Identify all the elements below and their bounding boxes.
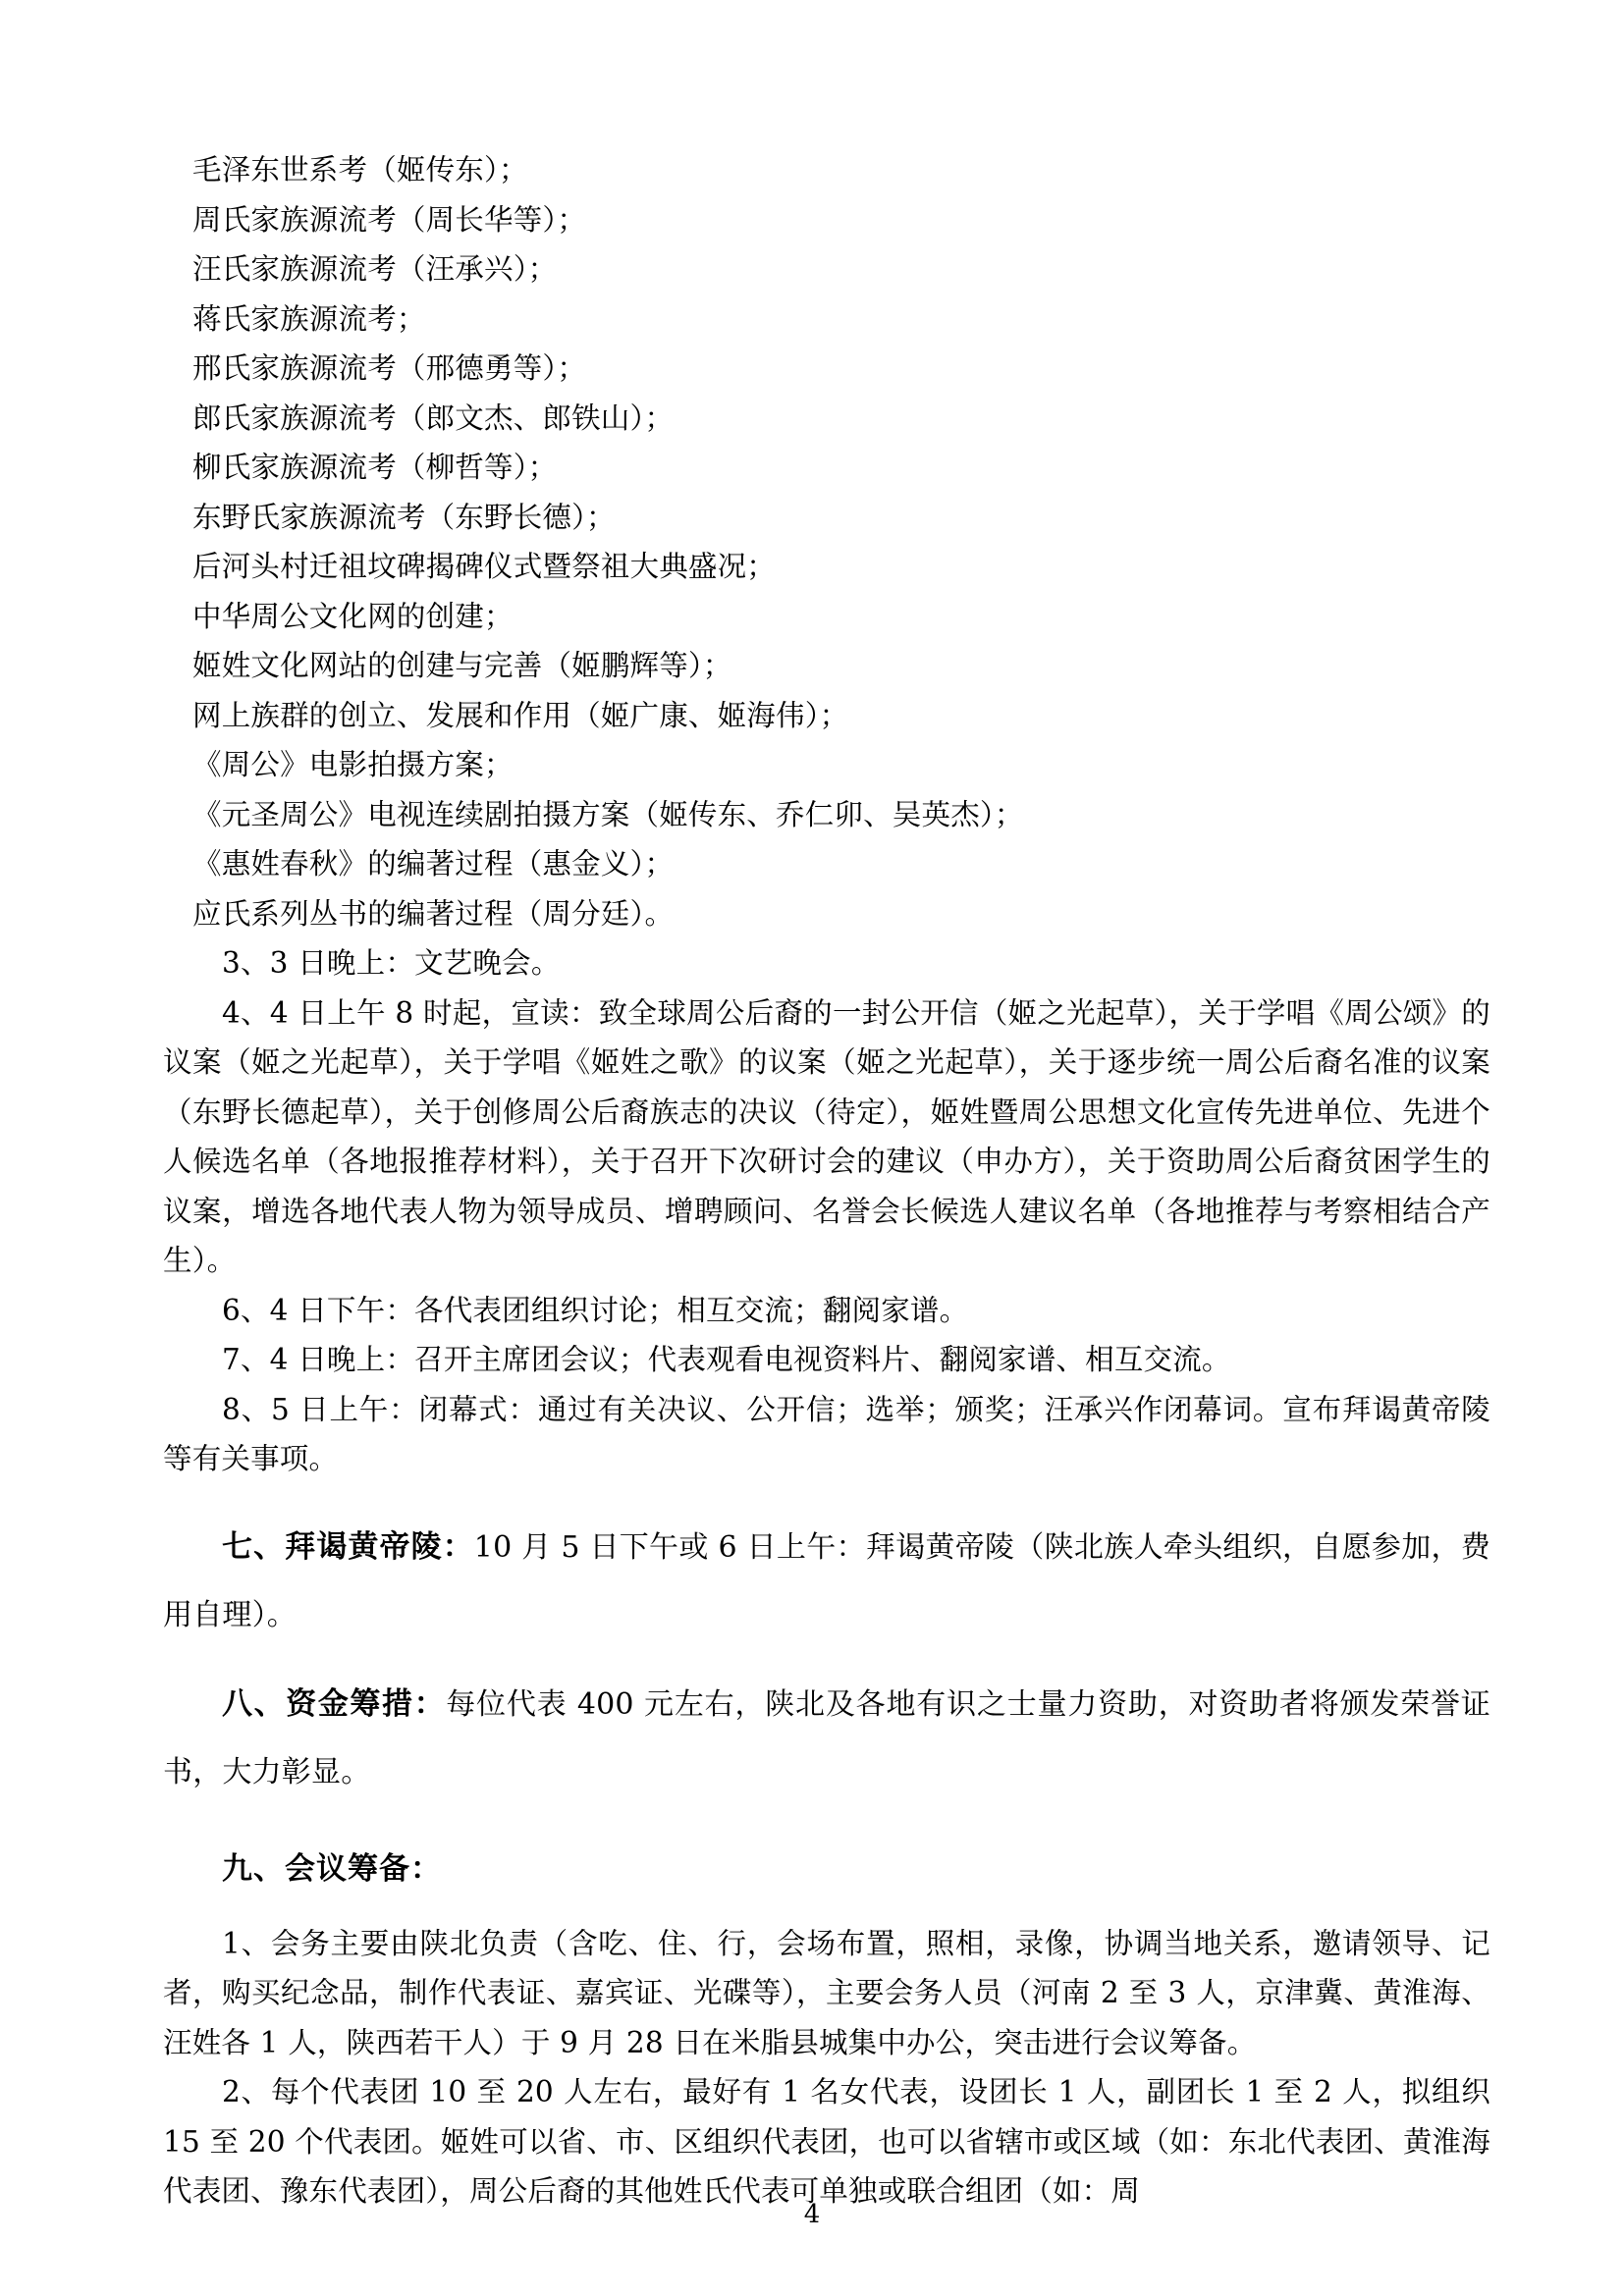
section-eight-label: 八、资金筹措： [222,1685,447,1722]
topic-line: 毛泽东世系考（姬传东）； [192,153,528,187]
schedule-item: 7、4 日晚上：召开主席团会议；代表观看电视资料片、翻阅家谱、相互交流。 [222,1343,1231,1376]
section-nine [163,1836,1490,1903]
schedule-item: 3、3 日晚上：文艺晚会。 [222,946,561,980]
topic-line: 蒋氏家族源流考； [192,301,426,336]
topic-line: 郎氏家族源流考（郎文杰、郎铁山）； [192,400,675,435]
section-seven-body: 10 月 5 日下午或 6 日上午：拜谒黄帝陵（陕北族人牵头组织，自愿参加，费用自理）。 [163,1529,1491,1632]
section-seven [163,1514,1490,1649]
topic-line: 《元圣周公》电视连续剧拍摄方案（姬传东、乔仁卯、吴英杰）； [192,797,1024,831]
page-number: 4 [803,2200,821,2229]
schedule-item: 8、5 日上午：闭幕式：通过有关决议、公开信；选举；颁奖；汪承兴作闭幕词。宣布拜谒黄帝陵等有关事项。 [163,1392,1490,1475]
topic-line: 应氏系列丛书的编著过程（周分廷）。 [192,896,675,931]
topic-line: 后河头村迁祖坟碑揭碑仪式暨祭祖大典盛况； [192,550,777,583]
schedule-list [163,938,1490,1484]
section-eight [163,1671,1490,1806]
topic-line: 《周公》电影拍摄方案； [192,748,514,781]
section-eight-body: 每位代表 400 元左右，陕北及各地有识之士量力资助，对资助者将颁发荣誉证书，大力彰显。 [163,1686,1491,1789]
section-nine-label: 九、会议筹备： [222,1850,442,1887]
section-seven-label: 七、拜谒黄帝陵： [222,1528,474,1565]
topic-line: 《惠姓春秋》的编著过程（惠金义）； [192,847,675,881]
spacer [163,1903,1490,1919]
topic-line: 网上族群的创立、发展和作用（姬广康、姬海伟）； [192,698,849,732]
topic-list [163,145,1490,938]
topic-line: 柳氏家族源流考（柳哲等）； [192,451,558,484]
topic-line: 中华周公文化网的创建； [192,599,514,633]
prep-item: 2、每个代表团 10 至 20 人左右，最好有 1 名女代表，设团长 1 人，副团长 1 至 2 人，拟组织 15 至 20 个代表团。姬姓可以省、市、区组织代表团，也可以省辖市或区域（如：东北代表团、黄淮海代表团、豫东代表团），周公后裔的其他姓氏代表可单独或联合组团（如：周 [163,2075,1491,2208]
prep-list [163,1919,1490,2216]
topic-line: 东野氏家族源流考（东野长德）； [192,500,616,534]
prep-item: 1、会务主要由陕北负责（含吃、住、行，会场布置，照相，录像，协调当地关系，邀请领导、记者，购买纪念品，制作代表证、嘉宾证、光碟等），主要会务人员（河南 2 至 3 人，京津冀、黄淮海、汪姓各 1 人，陕西若干人）于 9 月 28 日在米脂县城集中办公，突击进行会议筹备。 [163,1926,1490,2059]
topic-line: 汪氏家族源流考（汪承兴）； [192,252,558,286]
schedule-item: 4、4 日上午 8 时起，宣读：致全球周公后裔的一封公开信（姬之光起草），关于学唱《周公颂》的议案（姬之光起草），关于学唱《姬姓之歌》的议案（姬之光起草），关于逐步统一周公后裔名准的议案（东野长德起草），关于创修周公后裔族志的决议（待定），姬姓暨周公思想文化宣传先进单位、先进个人候选名单（各地报推荐材料），关于召开下次研讨会的建议（申办方），关于资助周公后裔贫困学生的议案，增选各地代表人物为领导成员、增聘顾问、名誉会长候选人建议名单（各地推荐与考察相结合产生）。 [163,995,1490,1277]
topic-line: 周氏家族源流考（周长华等）； [192,202,587,237]
schedule-item: 6、4 日下午：各代表团组织讨论；相互交流；翻阅家谱。 [222,1293,969,1327]
topic-line: 邢氏家族源流考（邢德勇等）； [192,351,587,385]
topic-line: 姬姓文化网站的创建与完善（姬鹏辉等）； [192,649,732,682]
page-body [163,145,1490,2216]
